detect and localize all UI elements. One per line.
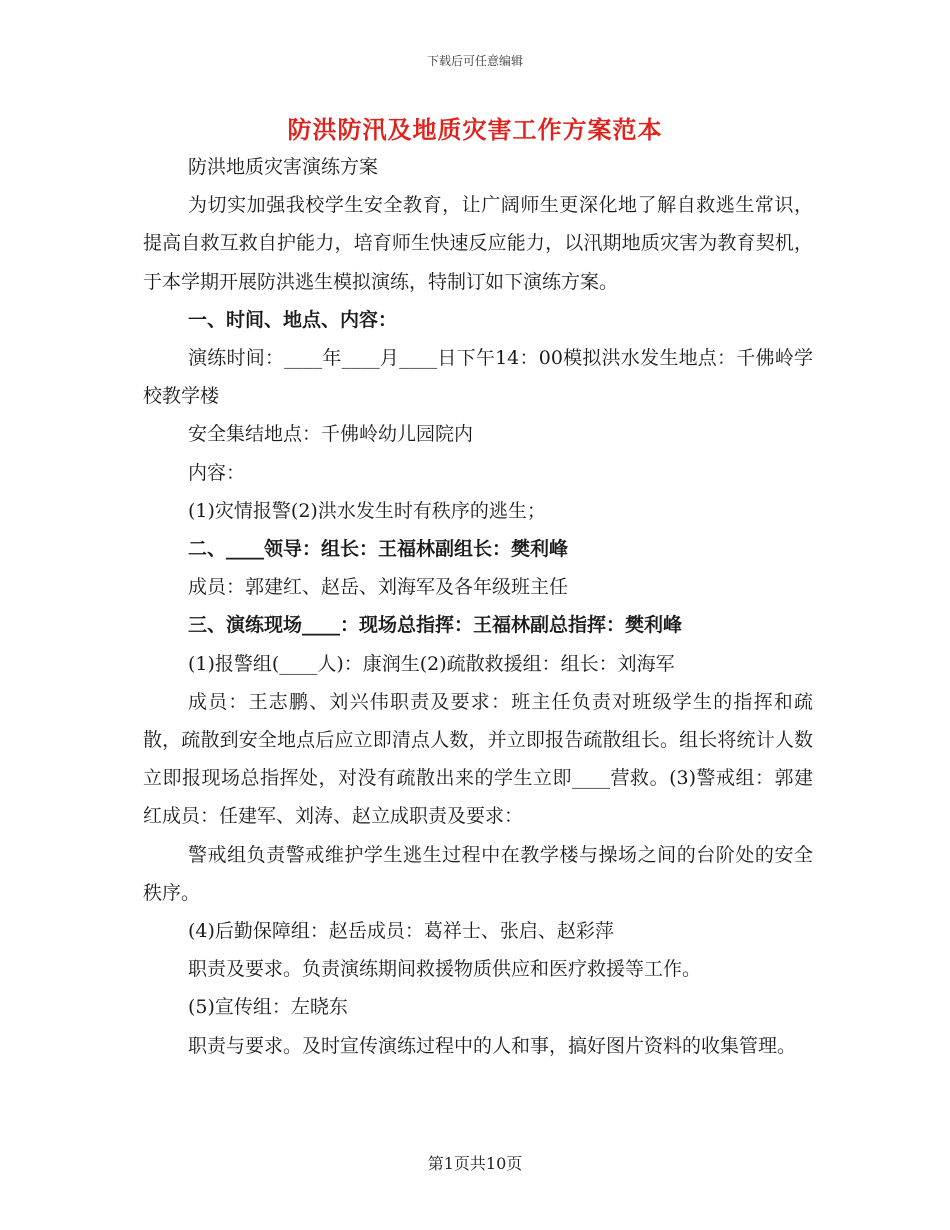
paragraph-content-label: 内容： — [188, 461, 246, 484]
paragraph-content-items: (1)灾情报警(2)洪水发生时有秩序的逃生； — [188, 499, 546, 522]
paragraph-logistics-duties: 职责及要求。负责演练期间救援物质供应和医疗救援等工作。 — [188, 958, 702, 981]
paragraph-members: 成员：郭建红、赵岳、刘海军及各年级班主任 — [188, 576, 569, 599]
section-heading-3: 三、演练现场____：现场总指挥：王福林副总指挥：樊利峰 — [188, 614, 683, 637]
paragraph-subtitle: 防洪地质灾害演练方案 — [188, 156, 379, 178]
paragraph-intro: 为切实加强我校学生安全教育，让广阔师生更深化地了解自救逃生常识，提高自救互救自护能力，培育师生快速反应能力，以汛期地质灾害为教育契机，于本学期开展防洪逃生模拟演练，特制订如下演练方案。 — [143, 194, 813, 293]
section-heading-1: 一、时间、地点、内容： — [188, 308, 398, 331]
section-heading-2: 二、____领导：组长：王福林副组长：樊利峰 — [188, 538, 569, 561]
page-number-footer: 第1页共10页 — [427, 1154, 523, 1173]
paragraph-publicity-group: (5)宣传组：左晓东 — [188, 996, 348, 1019]
document-title: 防洪防汛及地质灾害工作方案范本 — [287, 115, 663, 144]
document-body — [143, 148, 813, 1065]
header-note: 下载后可任意编辑 — [426, 54, 523, 68]
paragraph-logistics-group: (4)后勤保障组：赵岳成员：葛祥士、张启、赵彩萍 — [188, 920, 614, 943]
paragraph-assembly-point: 安全集结地点：千佛岭幼儿园院内 — [188, 423, 474, 446]
paragraph-alarm-group: (1)报警组(____人)：康润生(2)疏散救援组：组长：刘海军 — [188, 652, 675, 675]
paragraph-publicity-duties: 职责与要求。及时宣传演练过程中的人和事，搞好图片资料的收集管理。 — [188, 1034, 797, 1057]
paragraph-time-place: 演练时间：____年____月____日下午14：00模拟洪水发生地点：千佛岭学校教学楼 — [143, 347, 813, 408]
paragraph-evacuation-duties: 成员：王志鹏、刘兴伟职责及要求：班主任负责对班级学生的指挥和疏散，疏散到安全地点后应立即清点人数，并立即报告疏散组长。组长将统计人数立即报现场总指挥处，对没有疏散出来的学生立即____营救。(3)警戒组：郭建红成员：任建军、刘涛、赵立成职责及要求： — [143, 690, 813, 828]
paragraph-guard-duties: 警戒组负责警戒维护学生逃生过程中在教学楼与操场之间的台阶处的安全秩序。 — [143, 843, 813, 904]
